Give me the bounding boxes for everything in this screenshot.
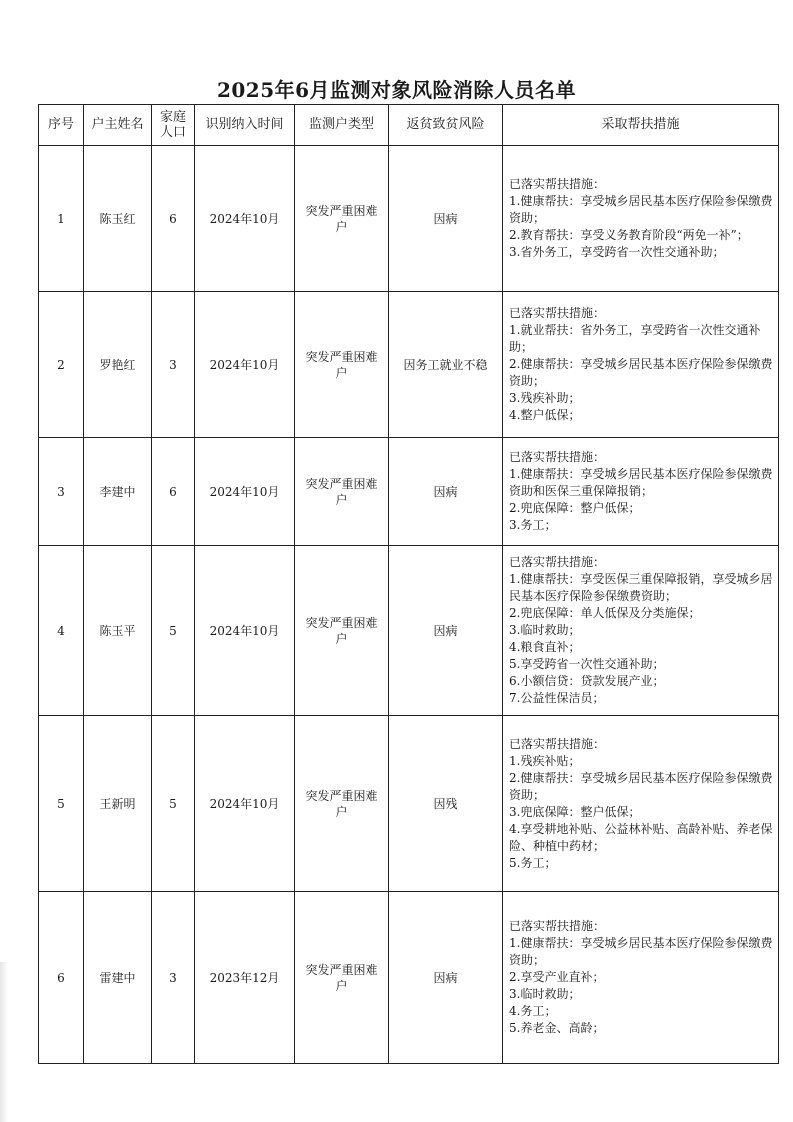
measure-line: 3.残疾补助； <box>509 391 581 405</box>
measure-line: 5.务工； <box>509 855 557 870</box>
measure-line: 已落实帮扶措施： <box>509 306 606 320</box>
scan-edge-shadow <box>0 962 8 1122</box>
measure-line: 5.享受跨省一次性交通补助； <box>509 657 665 671</box>
row-name: 罗艳红 <box>84 292 152 438</box>
header-household-size: 家庭人口 <box>152 105 195 146</box>
row-identified-date: 2024年10月 <box>195 292 295 438</box>
row-measures <box>503 716 779 892</box>
row-risk: 因病 <box>389 892 503 1064</box>
measure-line: 已落实帮扶措施： <box>509 177 606 191</box>
row-identified-date: 2024年10月 <box>195 716 295 892</box>
page-title: 2025年6月监测对象风险消除人员名单 <box>216 78 577 102</box>
row-index: 4 <box>39 546 84 716</box>
measure-line: 2.健康帮扶：享受城乡居民基本医疗保险参保缴费资助； <box>509 357 773 388</box>
row-index: 1 <box>39 146 84 292</box>
row-risk: 因病 <box>389 438 503 546</box>
row-measures <box>503 292 779 438</box>
row-household-size: 6 <box>152 146 195 292</box>
table-row <box>39 546 779 716</box>
header-name: 户主姓名 <box>84 105 152 146</box>
row-index: 5 <box>39 716 84 892</box>
measure-line: 1.健康帮扶：享受城乡居民基本医疗保险参保缴费资助； <box>509 194 773 225</box>
row-name: 王新明 <box>84 716 152 892</box>
measure-line: 7.公益性保洁员； <box>509 691 605 705</box>
row-identified-date: 2024年10月 <box>195 546 295 716</box>
measure-line: 1.残疾补贴； <box>509 753 581 768</box>
row-risk: 因病 <box>389 546 503 716</box>
measure-line: 2.健康帮扶：享受城乡居民基本医疗保险参保缴费资助； <box>509 770 773 802</box>
row-household-type: 突发严重困难户 <box>295 716 389 892</box>
measure-line: 1.就业帮扶：省外务工，享受跨省一次性交通补助； <box>509 323 761 354</box>
row-name: 陈玉平 <box>84 546 152 716</box>
row-index: 2 <box>39 292 84 438</box>
row-risk: 因病 <box>389 146 503 292</box>
measure-line: 2.教育帮扶：享受义务教育阶段“两免一补”； <box>509 228 749 242</box>
header-risk: 返贫致贫风险 <box>389 105 503 146</box>
row-household-type: 突发严重困难户 <box>295 892 389 1064</box>
row-household-size: 3 <box>152 892 195 1064</box>
table-row <box>39 892 779 1064</box>
measure-line: 已落实帮扶措施： <box>509 450 606 464</box>
measure-line: 3.务工； <box>509 518 557 532</box>
measure-line: 4.整户低保； <box>509 408 581 422</box>
measure-line: 6.小额信贷：贷款发展产业； <box>509 674 665 688</box>
row-measures <box>503 546 779 716</box>
row-household-size: 5 <box>152 546 195 716</box>
header-measures: 采取帮扶措施 <box>503 105 779 146</box>
row-household-type: 突发严重困难户 <box>295 146 389 292</box>
measure-line: 3.省外务工，享受跨省一次性交通补助； <box>509 245 725 259</box>
row-measures <box>503 892 779 1064</box>
header-identified-date: 识别纳入时间 <box>195 105 295 146</box>
measure-line: 2.享受产业直补； <box>509 970 605 984</box>
row-risk: 因务工就业不稳 <box>389 292 503 438</box>
measure-line: 4.务工； <box>509 1004 557 1018</box>
measure-line: 4.享受耕地补贴、公益林补贴、高龄补贴、养老保险、种植中药材； <box>509 821 773 853</box>
row-name: 雷建中 <box>84 892 152 1064</box>
row-identified-date: 2024年10月 <box>195 438 295 546</box>
measure-line: 已落实帮扶措施： <box>509 736 606 751</box>
table-row <box>39 438 779 546</box>
row-household-type: 突发严重困难户 <box>295 292 389 438</box>
table-body <box>39 146 779 1064</box>
measure-line: 已落实帮扶措施： <box>509 919 606 933</box>
measure-line: 2.兜底保障：单人低保及分类施保； <box>509 606 701 620</box>
measure-line: 5.养老金、高龄； <box>509 1021 605 1035</box>
row-household-type: 突发严重困难户 <box>295 546 389 716</box>
measure-line: 1.健康帮扶：享受城乡居民基本医疗保险参保缴费资助和医保三重保障报销； <box>509 467 773 498</box>
row-name: 李建中 <box>84 438 152 546</box>
row-measures <box>503 146 779 292</box>
table-row <box>39 716 779 892</box>
risk-elimination-table <box>38 104 779 1064</box>
header-index: 序号 <box>39 105 84 146</box>
measure-line: 1.健康帮扶：享受城乡居民基本医疗保险参保缴费资助； <box>509 936 773 967</box>
row-index: 6 <box>39 892 84 1064</box>
header-household-type: 监测户类型 <box>295 105 389 146</box>
measure-line: 已落实帮扶措施： <box>509 555 606 569</box>
table-header-row <box>39 105 779 146</box>
measure-line: 2.兜底保障：整户低保； <box>509 501 641 515</box>
measure-line: 1.健康帮扶：享受医保三重保障报销，享受城乡居民基本医疗保险参保缴费资助； <box>509 572 773 603</box>
row-risk: 因残 <box>389 716 503 892</box>
table-row <box>39 292 779 438</box>
row-identified-date: 2023年12月 <box>195 892 295 1064</box>
row-household-type: 突发严重困难户 <box>295 438 389 546</box>
measure-line: 4.粮食直补； <box>509 640 581 654</box>
row-index: 3 <box>39 438 84 546</box>
measure-line: 3.临时救助； <box>509 623 581 637</box>
measure-line: 3.临时救助； <box>509 987 581 1001</box>
measure-line: 3.兜底保障：整户低保； <box>509 804 641 819</box>
row-household-size: 5 <box>152 716 195 892</box>
row-household-size: 6 <box>152 438 195 546</box>
row-identified-date: 2024年10月 <box>195 146 295 292</box>
row-measures <box>503 438 779 546</box>
row-household-size: 3 <box>152 292 195 438</box>
table-row <box>39 146 779 292</box>
row-name: 陈玉红 <box>84 146 152 292</box>
